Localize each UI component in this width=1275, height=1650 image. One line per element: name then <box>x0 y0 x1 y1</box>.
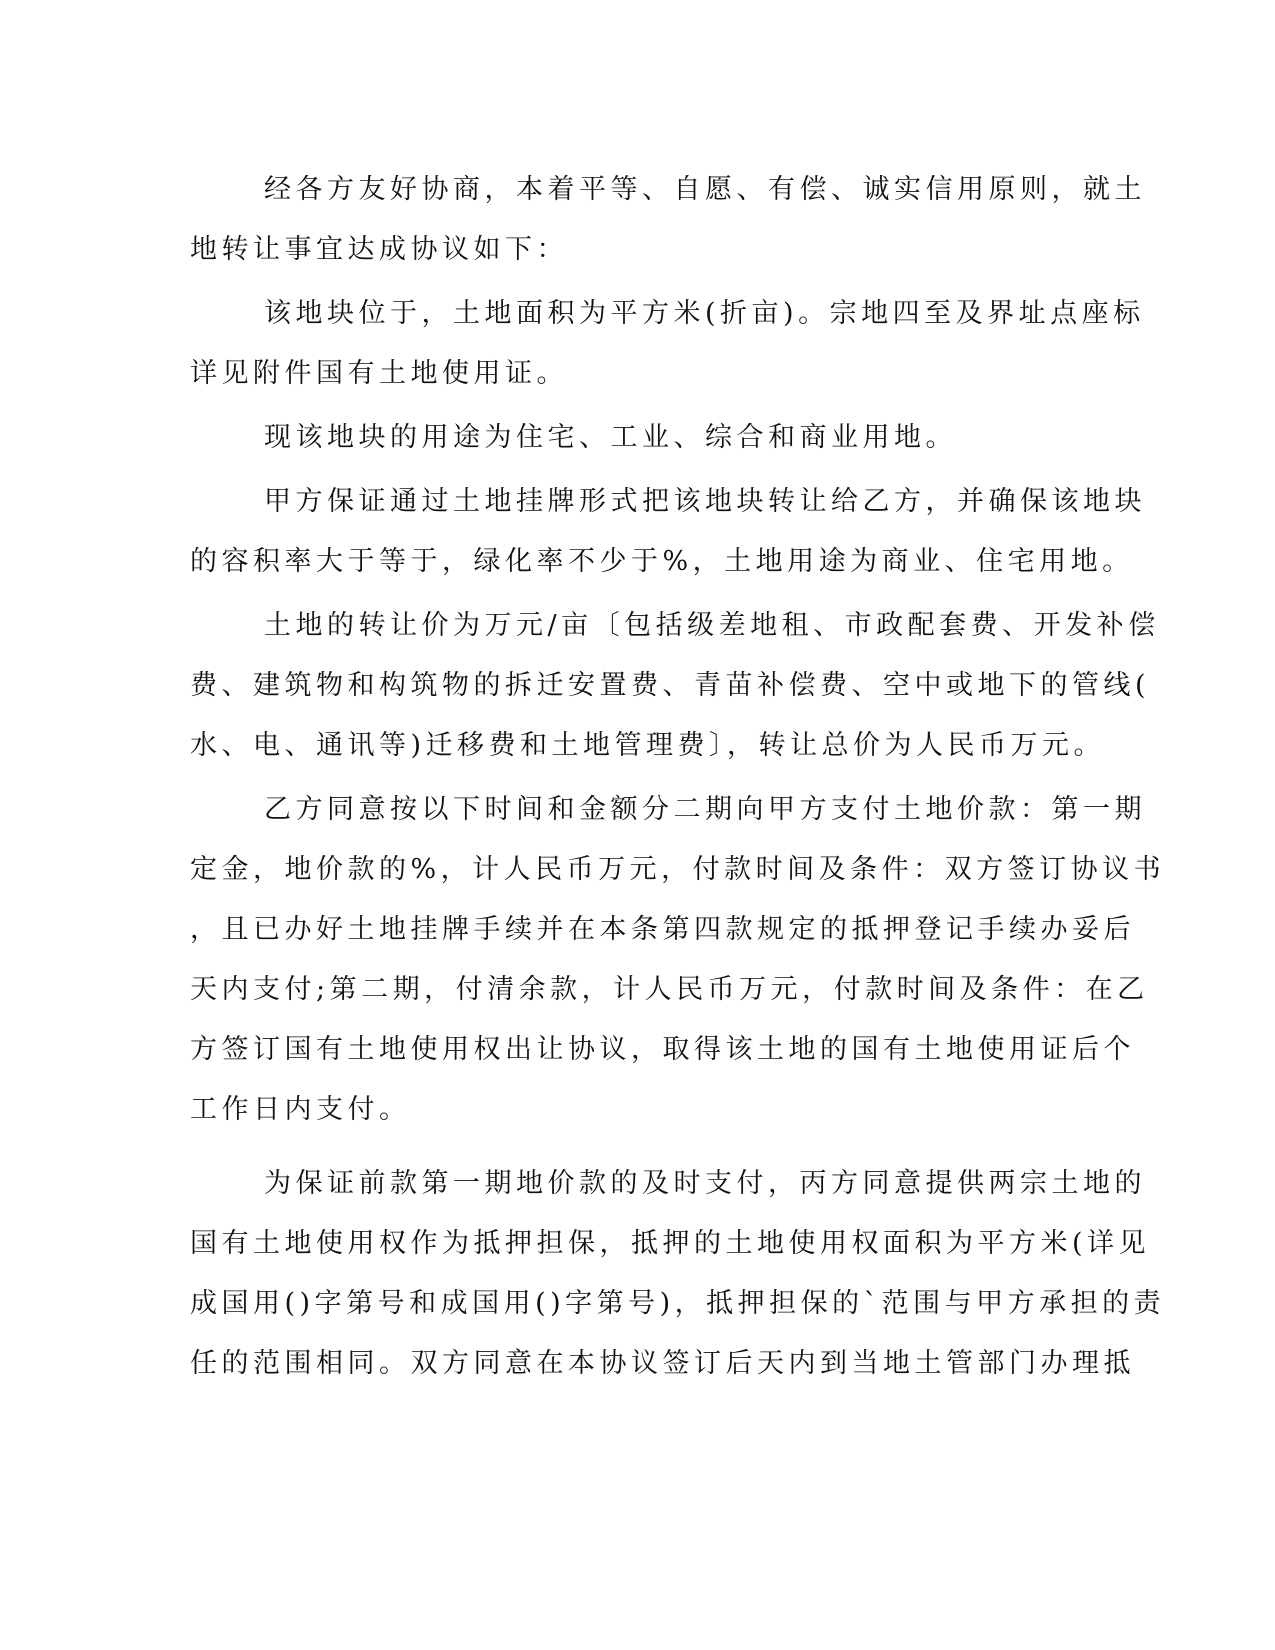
paragraph-line: 详见附件国有土地使用证。 <box>190 358 568 389</box>
paragraph-agreement-intro <box>190 160 1146 280</box>
paragraph-line: 地转让事宜达成协议如下： <box>190 234 568 265</box>
paragraph-land-use <box>190 408 1082 468</box>
paragraph-line: 定金，地价款的%，计人民币万元，付款时间及条件：双方签订协议书 <box>190 854 1166 885</box>
paragraph-line: 成国用()字第号和成国用()字第号)，抵押担保的`范围与甲方承担的责 <box>190 1288 1166 1319</box>
paragraph-transfer-guarantee <box>190 472 1146 592</box>
paragraph-land-location <box>190 284 1145 404</box>
paragraph-line: 的容积率大于等于，绿化率不少于%，土地用途为商业、住宅用地。 <box>190 546 1134 577</box>
paragraph-payment-schedule <box>190 780 1166 1140</box>
paragraph-line: ，且已办好土地挂牌手续并在本条第四款规定的抵押登记手续办妥后 <box>190 914 1135 945</box>
paragraph-line: 任的范围相同。双方同意在本协议签订后天内到当地土管部门办理抵 <box>190 1348 1135 1379</box>
paragraph-line: 现该地块的用途为住宅、工业、综合和商业用地。 <box>264 422 957 453</box>
paragraph-line: 土地的转让价为万元/亩〔包括级差地租、市政配套费、开发补偿 <box>264 610 1160 641</box>
paragraph-line: 国有土地使用权作为抵押担保，抵押的土地使用权面积为平方米(详见 <box>190 1228 1151 1259</box>
paragraph-line: 该地块位于，土地面积为平方米(折亩)。宗地四至及界址点座标 <box>264 298 1145 329</box>
document-body <box>190 160 1166 1394</box>
paragraph-line: 工作日内支付。 <box>190 1094 411 1125</box>
paragraph-line: 费、建筑物和构筑物的拆迁安置费、青苗补偿费、空中或地下的管线( <box>190 670 1151 701</box>
paragraph-mortgage-guarantee <box>190 1154 1166 1394</box>
paragraph-line: 天内支付;第二期，付清余款，计人民币万元，付款时间及条件：在乙 <box>190 974 1149 1005</box>
paragraph-line: 乙方同意按以下时间和金额分二期向甲方支付土地价款：第一期 <box>264 794 1146 825</box>
paragraph-line: 水、电、通讯等)迁移费和土地管理费〕，转让总价为人民币万元。 <box>190 730 1106 761</box>
paragraph-transfer-price <box>190 596 1160 776</box>
paragraph-line: 经各方友好协商，本着平等、自愿、有偿、诚实信用原则，就土 <box>264 174 1146 205</box>
paragraph-line: 方签订国有土地使用权出让协议，取得该土地的国有土地使用证后个 <box>190 1034 1135 1065</box>
paragraph-line: 为保证前款第一期地价款的及时支付，丙方同意提供两宗土地的 <box>264 1168 1146 1199</box>
paragraph-line: 甲方保证通过土地挂牌形式把该地块转让给乙方，并确保该地块 <box>264 486 1146 517</box>
